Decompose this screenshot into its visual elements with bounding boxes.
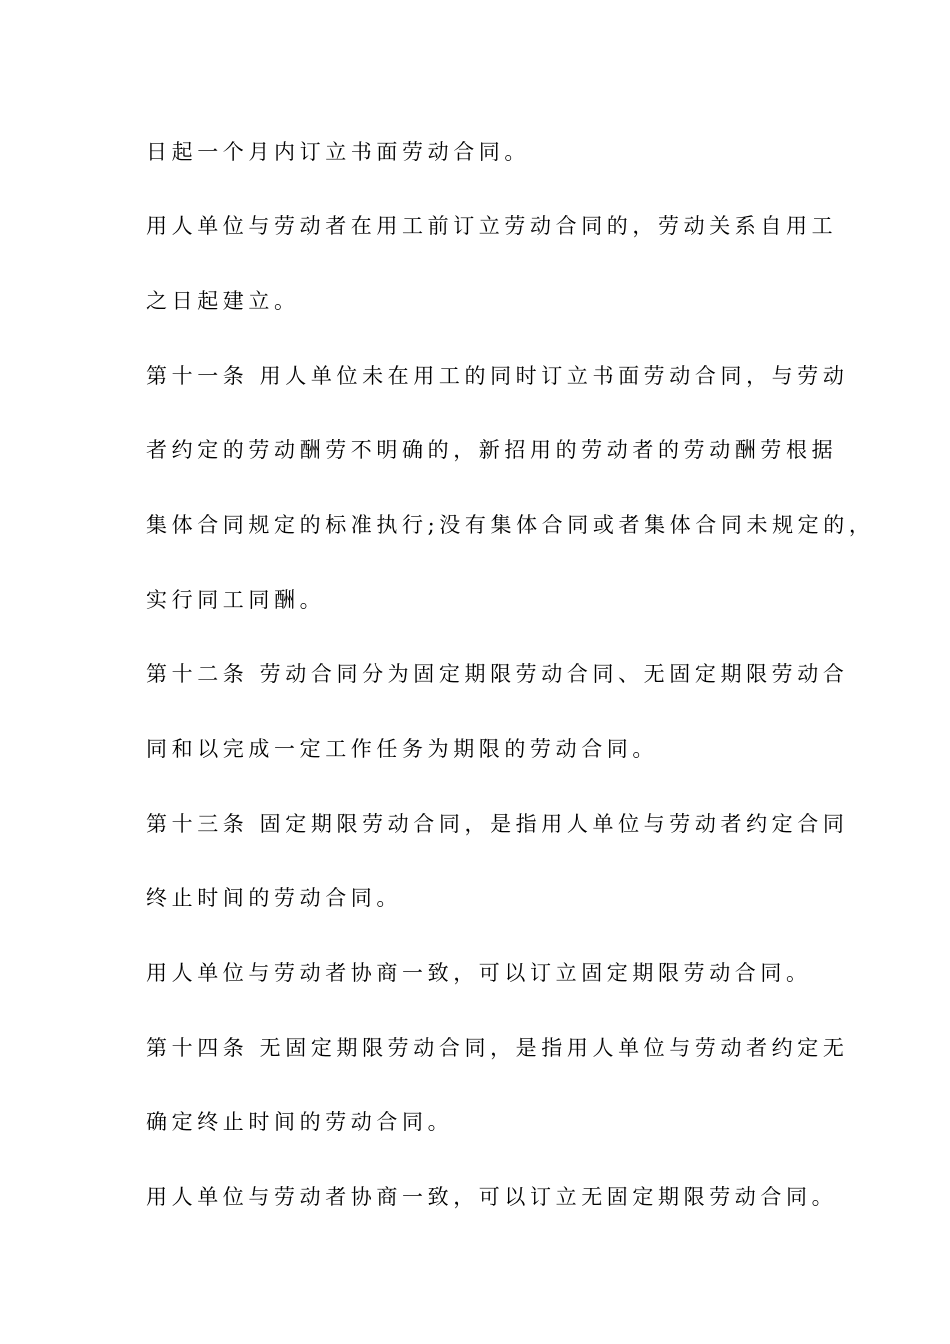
text-line: 确定终止时间的劳动合同。 (146, 1110, 454, 1134)
text-line: 第十四条 无固定期限劳动合同，是指用人单位与劳动者约定无 (146, 1036, 849, 1060)
text-line: 实行同工同酬。 (146, 588, 326, 612)
text-line: 集体合同规定的标准执行;没有集体合同或者集体合同未规定的， (146, 513, 875, 537)
text-line: 同和以完成一定工作任务为期限的劳动合同。 (146, 737, 658, 761)
text-line: 用人单位与劳动者协商一致，可以订立固定期限劳动合同。 (146, 961, 812, 985)
text-line: 终止时间的劳动合同。 (146, 886, 402, 910)
text-line: 第十三条 固定期限劳动合同，是指用人单位与劳动者约定合同 (146, 812, 849, 836)
text-line: 第十二条 劳动合同分为固定期限劳动合同、无固定期限劳动合 (146, 662, 849, 686)
text-line: 者约定的劳动酬劳不明确的，新招用的劳动者的劳动酬劳根据 (146, 438, 838, 462)
text-line: 用人单位与劳动者在用工前订立劳动合同的，劳动关系自用工 (146, 214, 838, 238)
text-line: 第十一条 用人单位未在用工的同时订立书面劳动合同，与劳动 (146, 364, 849, 388)
text-line: 用人单位与劳动者协商一致，可以订立无固定期限劳动合同。 (146, 1185, 838, 1209)
text-line: 日起一个月内订立书面劳动合同。 (146, 140, 530, 164)
text-line: 之日起建立。 (146, 289, 300, 313)
